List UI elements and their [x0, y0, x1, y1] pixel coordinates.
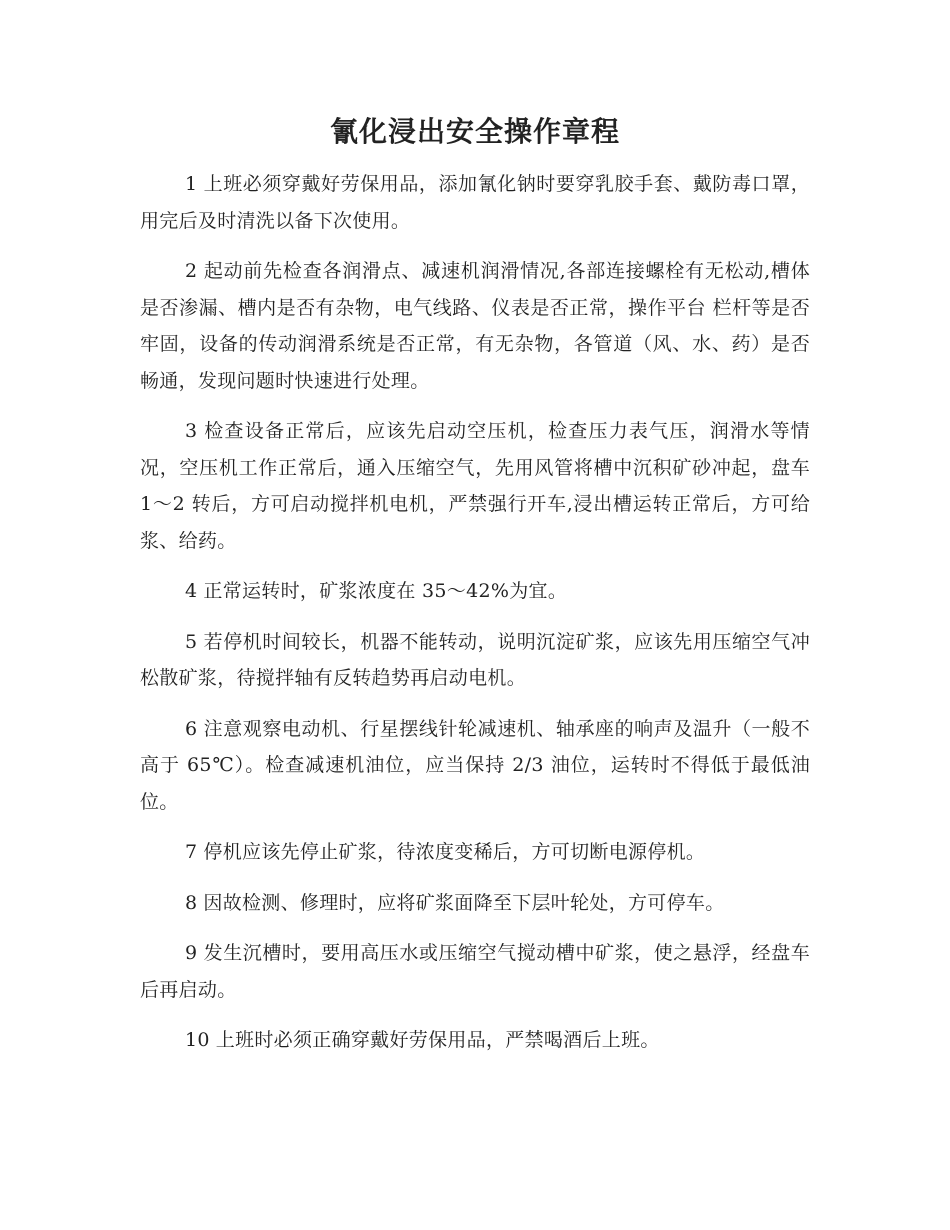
rule-item-5	[140, 624, 810, 697]
rule-number: 7	[185, 841, 198, 863]
rules-list	[140, 166, 810, 1059]
document-title: 氰化浸出安全操作章程	[329, 115, 620, 148]
rule-number: 1	[185, 173, 198, 195]
rule-item-9	[140, 935, 810, 1008]
rule-text: 若停机时间较长，机器不能转动，说明沉淀矿浆，应该先用压缩空气冲松散矿浆，待搅拌轴有反转趋势再启动电机。	[140, 630, 810, 689]
rule-text: 起动前先检查各润滑点、减速机润滑情况,各部连接螺栓有无松动,槽体是否渗漏、槽内是否有杂物，电气线路、仪表是否正常，操作平台 栏杆等是否牢固，设备的传动润滑系统是否正常，有无杂物，各管道（风、水、药）是否畅通，发现问题时快速进行处理。	[140, 260, 810, 392]
rule-number: 6	[185, 717, 198, 740]
rule-number: 10	[185, 1029, 210, 1051]
rule-text: 注意观察电动机、行星摆线针轮减速机、轴承座的响声及温升（一般不高于 65℃）。检查减速机油位，应当保持 2/3 油位，运转时不得低于最低油位。	[140, 717, 810, 813]
rule-item-8	[140, 885, 810, 922]
rule-text: 发生沉槽时，要用高压水或压缩空气搅动槽中矿浆，使之悬浮，经盘车后再启动。	[140, 942, 810, 1001]
rule-number: 5	[185, 630, 198, 653]
rule-number: 3	[185, 420, 198, 442]
rule-text: 停机应该先停止矿浆，待浓度变稀后，方可切断电源停机。	[203, 841, 706, 863]
rule-item-4	[140, 573, 810, 610]
rule-item-3	[140, 413, 810, 559]
rule-item-2	[140, 253, 810, 399]
rule-text: 检查设备正常后，应该先启动空压机，检查压力表气压，润滑水等情况，空压机工作正常后，通入压缩空气，先用风管将槽中沉积矿砂冲起，盘车 1～2 转后，方可启动搅拌机电机，严禁强行开车,浸出槽运转正常后，方可给浆、给药。	[140, 420, 810, 552]
rule-item-7	[140, 834, 810, 871]
rule-text: 上班时必须正确穿戴好劳保用品，严禁喝酒后上班。	[215, 1029, 660, 1051]
rule-text: 因故检测、修理时，应将矿浆面降至下层叶轮处，方可停车。	[203, 891, 725, 914]
rule-number: 4	[185, 580, 198, 602]
rule-text: 上班必须穿戴好劳保用品，添加氰化钠时要穿乳胶手套、戴防毒口罩，用完后及时清洗以备下次使用。	[140, 173, 810, 232]
rule-number: 2	[185, 260, 198, 282]
rule-item-10	[140, 1022, 810, 1059]
rule-text: 正常运转时，矿浆浓度在 35～42%为宜。	[203, 580, 568, 602]
rule-number: 9	[185, 942, 198, 964]
rule-item-6	[140, 711, 810, 821]
rule-number: 8	[185, 891, 198, 914]
rule-item-1	[140, 166, 810, 239]
